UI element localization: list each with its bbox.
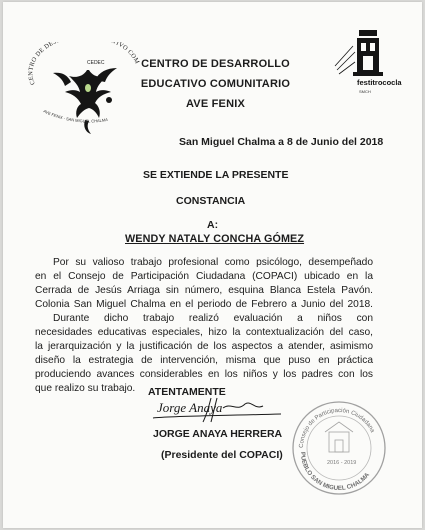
tower-logo-icon: [333, 26, 402, 98]
intro-line: SE EXTIENDE LA PRESENTE: [143, 169, 289, 181]
svg-text:CEDEC: CEDEC: [87, 60, 105, 66]
festival-logo: [333, 26, 402, 98]
paragraph-line: Por su valioso trabajo profesional como psicólogo, desempeñado: [53, 257, 373, 268]
signature-scribble-icon: [151, 394, 291, 424]
document-page: [3, 2, 422, 528]
org-name-line-1: CENTRO DE DESARROLLO: [141, 58, 290, 70]
paragraph-line: necesidades educativas especiales, hizo la contextualización del caso,: [35, 327, 373, 338]
org-name-line-2: EDUCATIVO COMUNITARIO: [140, 78, 291, 90]
svg-text:AVE FENIX - SAN MIGUEL CHALMA: AVE FENIX - SAN MIGUEL CHALMA: [42, 108, 109, 124]
org-name-line-3: AVE FENIX: [185, 98, 246, 110]
signer-role: (Presidente del COPACI): [161, 449, 283, 461]
addressee-prefix: A:: [207, 219, 219, 231]
recipient-name: WENDY NATALY CONCHA GÓMEZ: [125, 233, 305, 245]
svg-text:2016 - 2019: 2016 - 2019: [327, 460, 357, 466]
paragraph-line: Durante dicho trabajo realizó evaluación a niños con: [53, 313, 373, 324]
paragraph-line: en el Consejo de Participación Ciudadana (COPACI) ubicado en la: [35, 271, 373, 282]
document-type: CONSTANCIA: [176, 195, 246, 207]
svg-text:Jorge Anaya: Jorge Anaya: [157, 400, 223, 415]
date-line: San Miguel Chalma a 8 de Junio del 2018: [179, 136, 384, 148]
svg-text:PUEBLO SAN MIGUEL CHALMA: PUEBLO SAN MIGUEL CHALMA: [298, 451, 372, 493]
paragraph-line: la jerarquización y la justificación de los aspectos a atender, asimismo: [35, 341, 373, 352]
cedec-logo: [25, 42, 143, 142]
svg-text:Consejo de Participación Ciuda: Consejo de Participación Ciudadana: [298, 407, 376, 449]
official-stamp: [289, 398, 389, 498]
copaci-stamp-icon: [289, 398, 389, 498]
svg-text:CENTRO DE DESARROLLO EDUCATIVO: CENTRO DE DES IVO COM: [27, 42, 141, 86]
closing-word: ATENTAMENTE: [148, 386, 226, 398]
svg-text:SMCH: SMCH: [359, 89, 371, 94]
svg-text:festitrococla: festitrococla: [357, 78, 402, 87]
phoenix-logo-icon: [25, 42, 143, 142]
signer-name: JORGE ANAYA HERRERA: [153, 428, 283, 440]
paragraph-line: produciendo avances considerables en los niños y los padres con los: [35, 369, 373, 380]
paragraph-line: Cerrada de Jesús Arriaga sin número, esquina Blanca Estela Pavón.: [35, 285, 373, 296]
paragraph-line: diseño la estrategia de intervención, misma que puso en práctica: [35, 355, 373, 366]
paragraph-line: que realizo su trabajo.: [35, 383, 136, 394]
signature: [151, 394, 291, 424]
paragraph-line: Colonia San Miguel Chalma en el periodo de Febrero a Junio del 2018.: [35, 299, 373, 310]
